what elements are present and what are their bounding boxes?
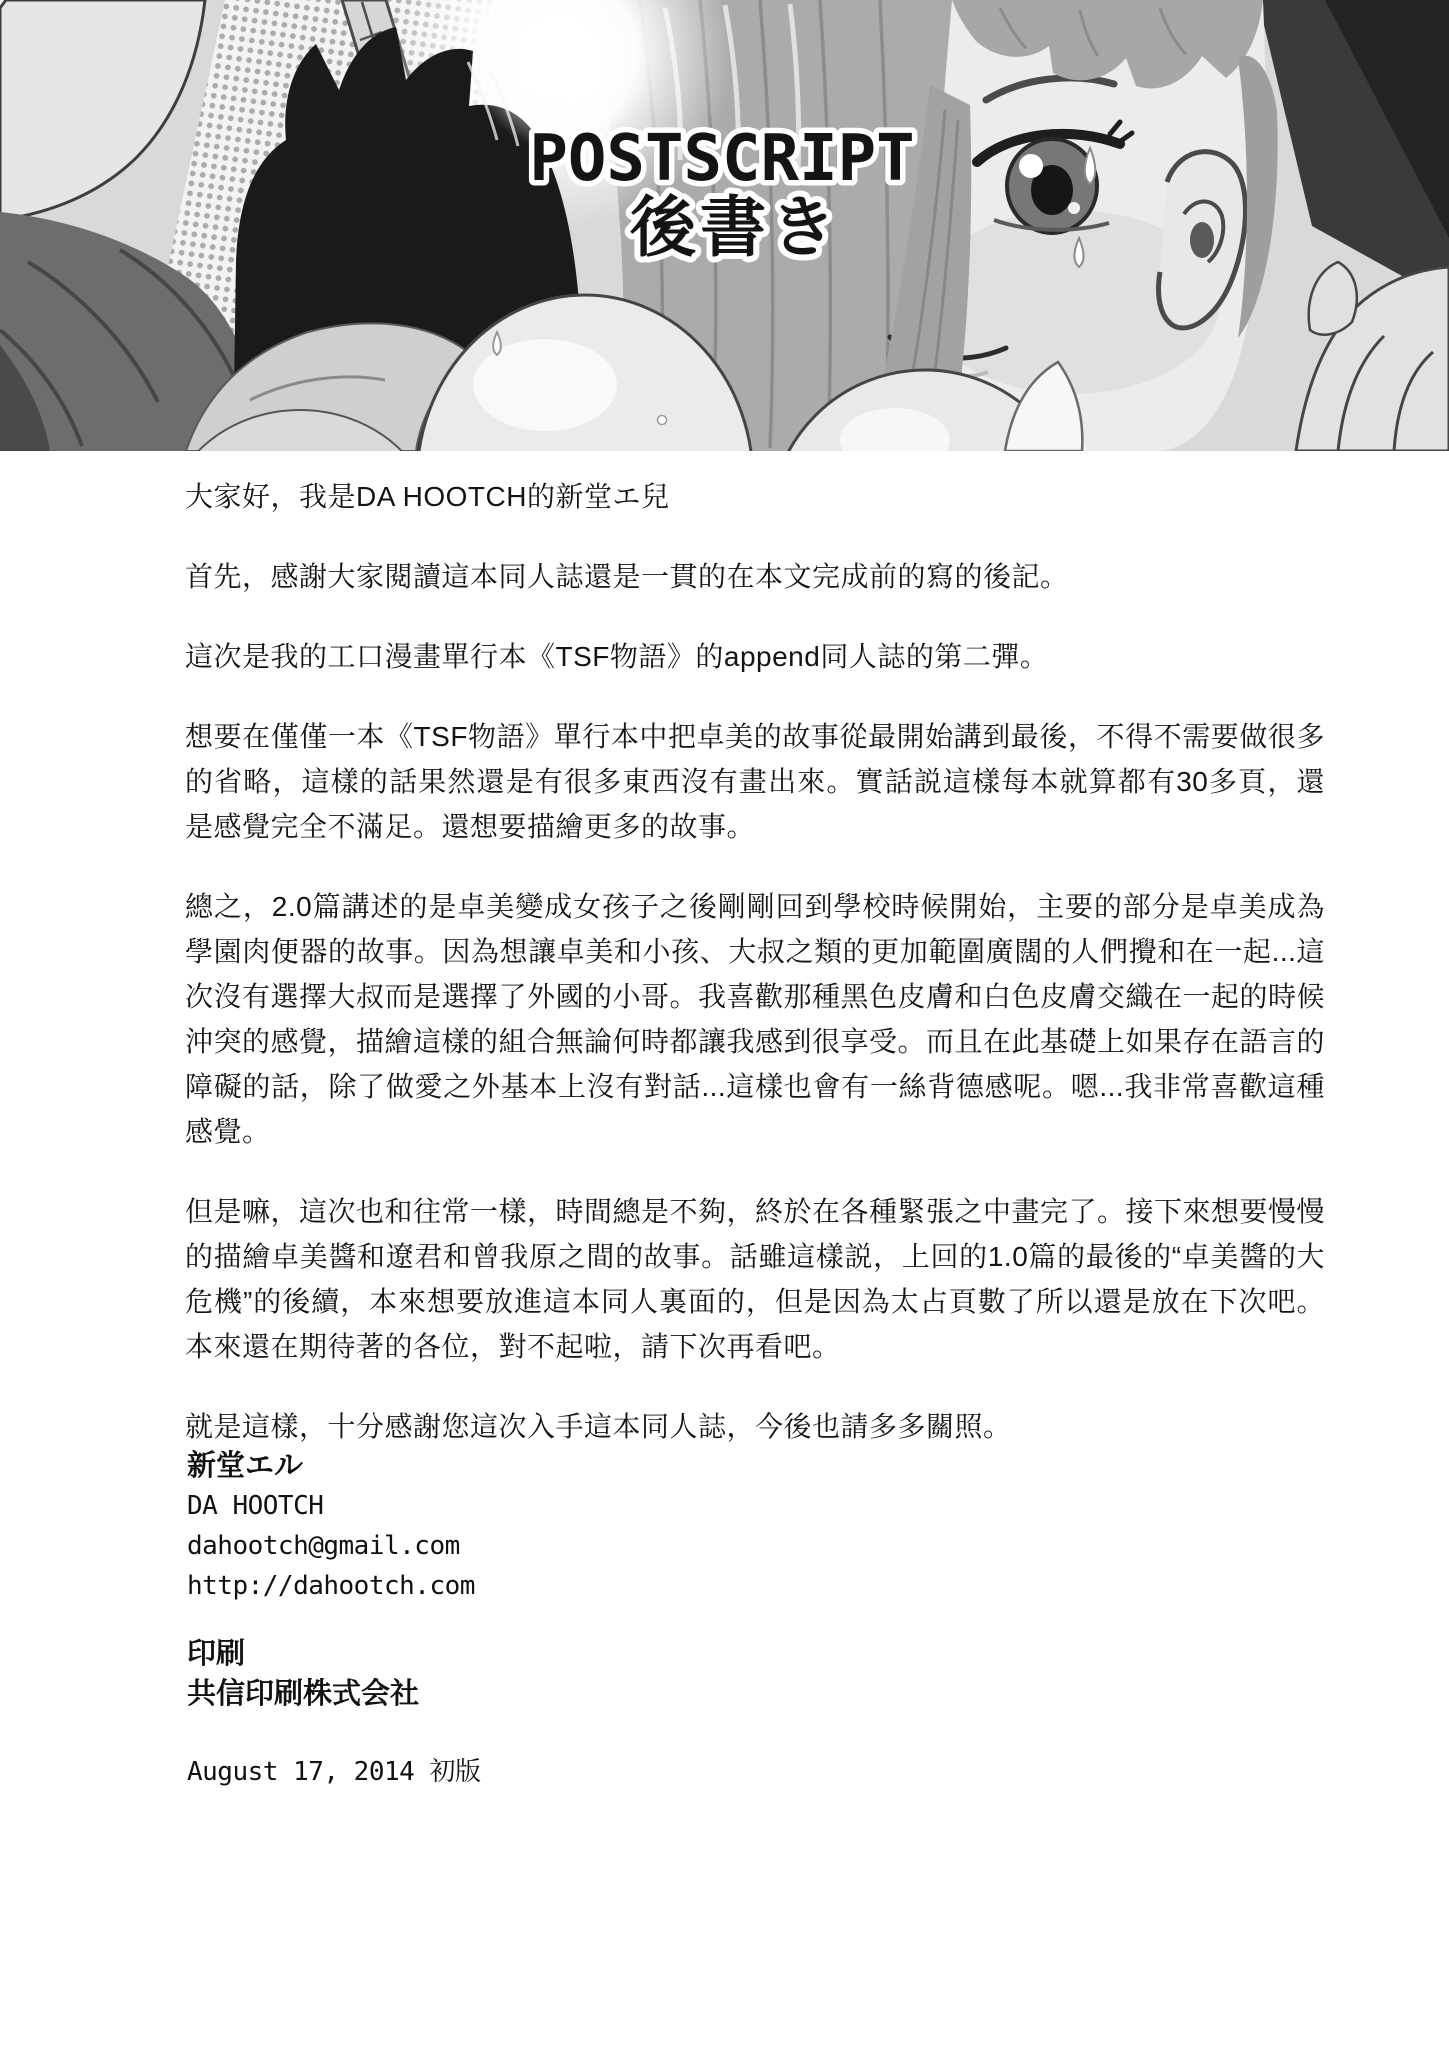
paragraph-plot-details: 總之，2.0篇講述的是卓美變成女孩子之後剛剛回到學校時候開始，主要的部分是卓美成為學園肉便器的故事。因為想讓卓美和小孩、大叔之類的更加範圍廣闊的人們攪和在一起...這次沒有選擇大叔而是選擇了外國的小哥。我喜歡那種黑色皮膚和白色皮膚交織在一起的時候沖突的感覺，描繪這樣的組合無論何時都讓我感到很享受。而且在此基礎上如果存在語言的障礙的話，除了做愛之外基本上沒有對話...這樣也會有一絲背德感呢。嗯...我非常喜歡這種感覺。 [185, 891, 1326, 1147]
afterword-text [185, 474, 1325, 1484]
author-name: 新堂エル [187, 1450, 304, 1482]
paragraph-intro: 這次是我的工口漫畫單行本《TSF物語》的append同人誌的第二彈。 [185, 641, 1049, 672]
paragraph-next-plans: 但是嘛，這次也和往常一樣，時間總是不夠，終於在各種緊張之中畫完了。接下來想要慢慢的描繪卓美醬和遼君和曾我原之間的故事。話雖這樣説，上回的1.0篇的最後的“卓美醬的大危機”的後續，本來想要放進這本同人裏面的，但是因為太占頁數了所以還是放在下次吧。本來還在期待著的各位，對不起啦，請下次再看吧。 [185, 1196, 1326, 1362]
printing-label: 印刷 [187, 1638, 246, 1670]
banner-title-japanese: 後書き [630, 190, 840, 264]
paragraph-closing: 就是這樣，十分感謝您這次入手這本同人誌，今後也請多多關照。 [185, 1411, 1012, 1442]
banner-artwork [0, 0, 1449, 451]
banner-title-english: POSTSCRIPT [529, 122, 915, 196]
colophon [187, 1446, 1087, 1792]
email-text: dahootch@gmail.com [187, 1531, 460, 1561]
printer-name: 共信印刷株式会社 [187, 1678, 420, 1710]
paragraph-greeting: 大家好，我是DA HOOTCH的新堂エ兒 [185, 481, 670, 512]
edition-date: August 17, 2014 初版 [187, 1757, 481, 1787]
website-text: http://dahootch.com [187, 1571, 475, 1601]
paragraph-thanks: 首先，感謝大家閱讀這本同人誌還是一貫的在本文完成前的寫的後記。 [185, 561, 1069, 592]
circle-name: DA HOOTCH [187, 1491, 324, 1521]
banner [0, 0, 1449, 451]
paragraph-story-scope: 想要在僅僅一本《TSF物語》單行本中把卓美的故事從最開始講到最後，不得不需要做很多的省略，這樣的話果然還是有很多東西沒有畫出來。實話説這樣每本就算都有30多頁，還是感覺完全不滿足。還想要描繪更多的故事。 [185, 721, 1325, 842]
